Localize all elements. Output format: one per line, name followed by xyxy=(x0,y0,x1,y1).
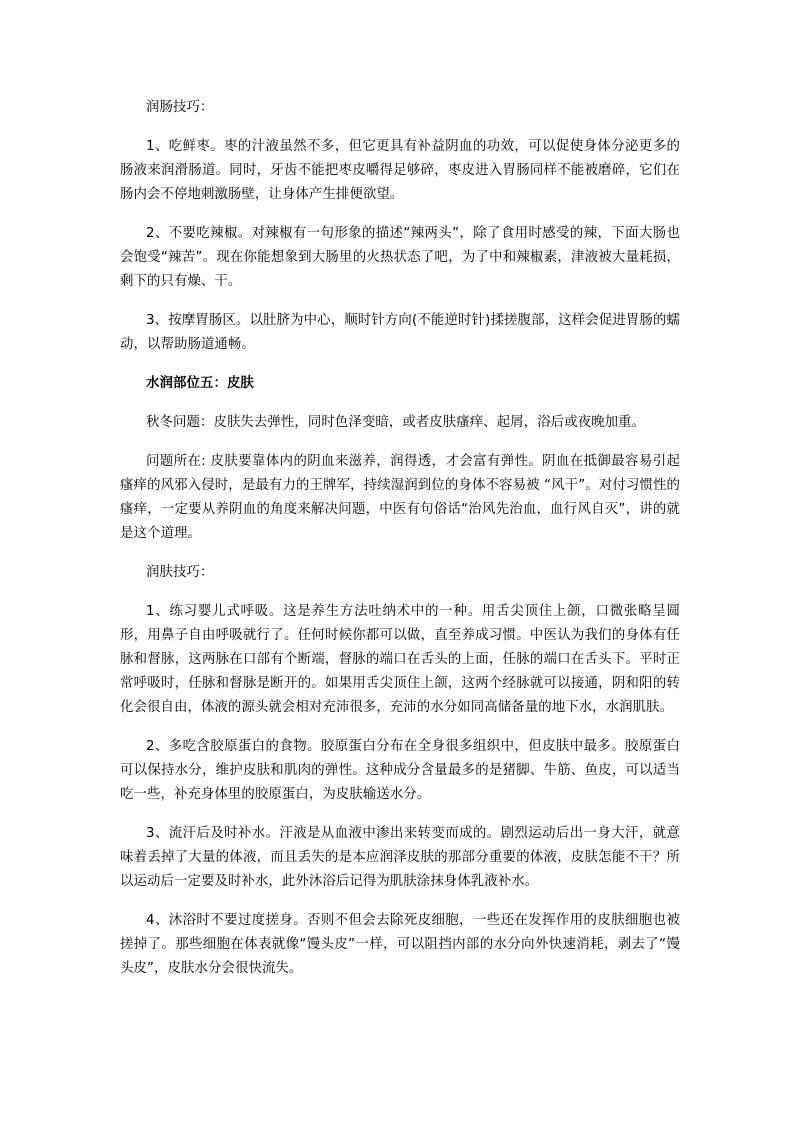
section-heading-intestine-tips: 润肠技巧： xyxy=(146,100,214,115)
paragraph-tip-breathing: 1、练习婴儿式呼吸。这是养生方法吐纳术中的一种。用舌尖顶住上颌，口微张略呈圆形，用鼻子自由呼吸就行了。任何时候你都可以做，直至养成习惯。中医认为我们的身体有任脉和督脉，这两脉在口部有个断端，督脉的端口在舌头的上面，任脉的端口在舌头下。平时正常呼吸时，任脉和督脉是断开的。如果用舌尖顶住上颌，这两个经脉就可以接通，阴和阳的转化会很自由，体液的源头就会相对充沛很多，充沛的水分如同高储备量的地下水，水润肌肤。 xyxy=(120,604,680,715)
document-page xyxy=(120,96,680,996)
section-heading-skin-tips: 润肤技巧： xyxy=(146,565,214,580)
paragraph-tip-collagen: 2、多吃含胶原蛋白的食物。胶原蛋白分布在全身很多组织中，但皮肤中最多。胶原蛋白可以保持水分，维护皮肤和肌肉的弹性。这种成分含量最多的是猪脚、牛筋、鱼皮，可以适当吃一些，补充身体里的胶原蛋白，为皮肤输送水分。 xyxy=(120,739,680,802)
paragraph-tip-jujube: 1、吃鲜枣。枣的汁液虽然不多，但它更具有补益阴血的功效，可以促使身体分泌更多的肠液来润滑肠道。同时，牙齿不能把枣皮嚼得足够碎，枣皮进入胃肠同样不能被磨碎，它们在肠内会不停地刺激肠壁，让身体产生排便欲望。 xyxy=(120,139,680,202)
paragraph-problem-cause: 问题所在: 皮肤要靠体内的阴血来滋养，润得透，才会富有弹性。阴血在抵御最容易引起瘙痒的风邪入侵时，是最有力的王牌军，持续湿润到位的身体不容易被 “风干”。对付习惯性的瘙痒，一定要从养阴血的角度来解决问题，中医有句俗话“治风先治血，血行风自灭”，讲的就是这个道理。 xyxy=(120,454,680,541)
paragraph-autumn-winter-problem: 秋冬问题：皮肤失去弹性，同时色泽变暗，或者皮肤瘙痒、起屑，浴后或夜晚加重。 xyxy=(146,415,646,430)
paragraph-tip-pepper: 2、不要吃辣椒。对辣椒有一句形象的描述“辣两头”，除了食用时感受的辣，下面大肠也会饱受“辣苦”。现在你能想象到大肠里的火热状态了吧，为了中和辣椒素，津液被大量耗损，剩下的只有燥、干。 xyxy=(120,226,680,289)
paragraph-tip-massage: 3、按摩胃肠区。以肚脐为中心，顺时针方向(不能逆时针)揉搓腹部，这样会促进胃肠的蠕动，以帮助肠道通畅。 xyxy=(120,313,680,352)
paragraph-tip-bathing: 4、沐浴时不要过度搓身。否则不但会去除死皮细胞，一些还在发挥作用的皮肤细胞也被搓掉了。那些细胞在体表就像“馒头皮”一样，可以阻挡内部的水分向外快速消耗，剥去了“馒头皮”，皮肤水分会很快流失。 xyxy=(120,913,680,976)
section-title-skin: 水润部位五：皮肤 xyxy=(146,376,254,391)
paragraph-tip-hydrate: 3、流汗后及时补水。汗液是从血液中渗出来转变而成的。剧烈运动后出一身大汗，就意味着丢掉了大量的体液，而且丢失的是本应润泽皮肤的那部分重要的体液，皮肤怎能不干？所以运动后一定要及时补水，此外沐浴后记得为肌肤涂抹身体乳液补水。 xyxy=(120,826,680,889)
